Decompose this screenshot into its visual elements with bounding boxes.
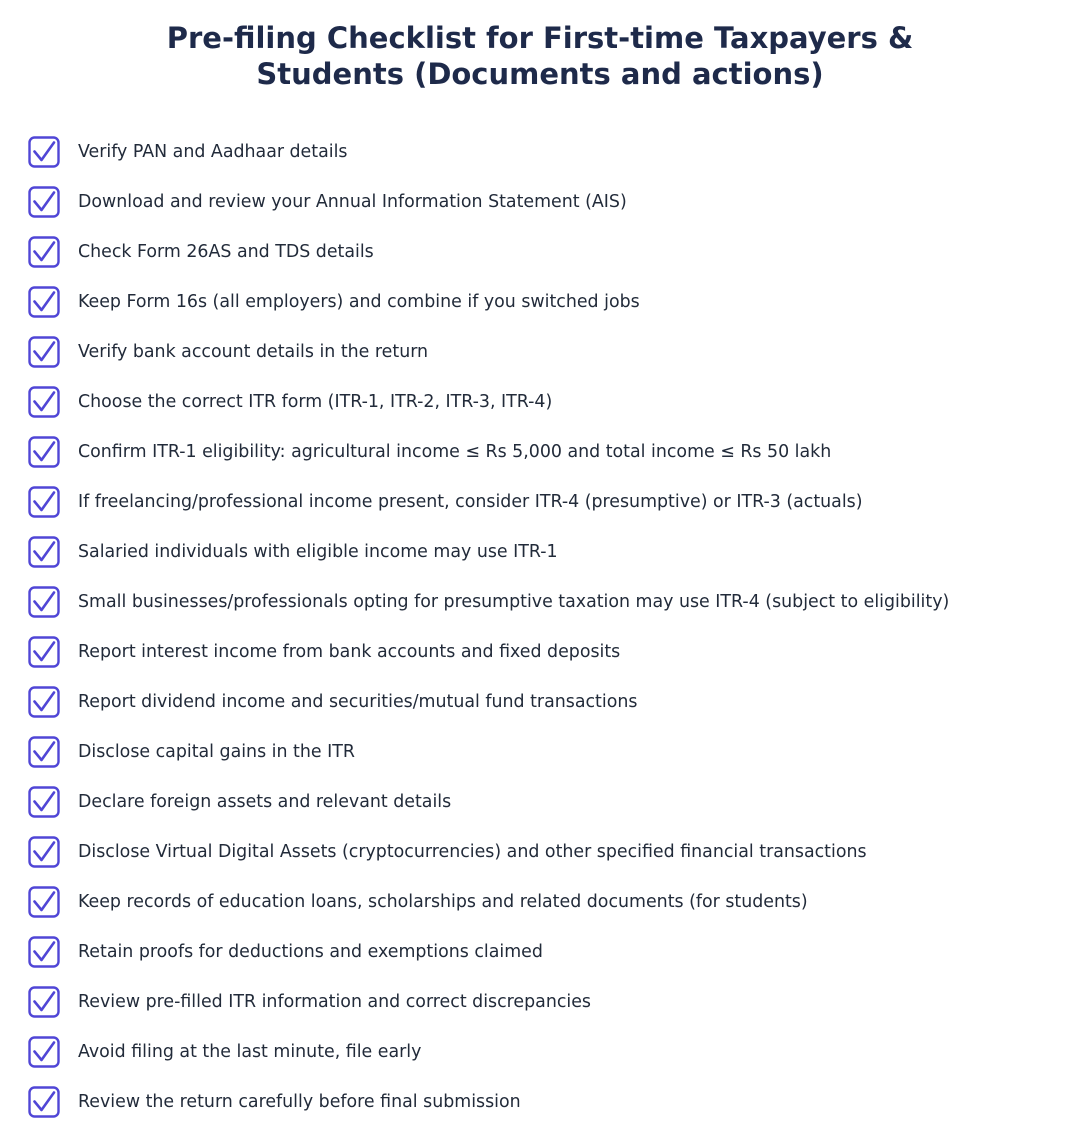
checked-checkbox-icon[interactable]	[28, 536, 60, 568]
checked-checkbox-icon[interactable]	[28, 186, 60, 218]
page-title-line-1: Pre-filing Checklist for First-time Taxpayers &	[166, 21, 914, 55]
checked-checkbox-icon[interactable]	[28, 136, 60, 168]
checklist-item	[0, 927, 1080, 977]
checked-checkbox-icon[interactable]	[28, 986, 60, 1018]
checklist-item-label: Review pre-filled ITR information and correct discrepancies	[78, 992, 591, 1012]
checklist-item-label: Report dividend income and securities/mutual fund transactions	[78, 692, 638, 712]
checklist-item	[0, 677, 1080, 727]
checklist-item-label: Declare foreign assets and relevant details	[78, 792, 452, 812]
checked-checkbox-icon[interactable]	[28, 336, 60, 368]
checklist-item-label: Check Form 26AS and TDS details	[78, 242, 374, 262]
checklist-item	[0, 627, 1080, 677]
checklist-item-label: Verify PAN and Aadhaar details	[78, 142, 348, 162]
page-title	[0, 20, 1080, 92]
checklist-item-label: Review the return carefully before final submission	[78, 1092, 521, 1112]
checked-checkbox-icon[interactable]	[28, 686, 60, 718]
checked-checkbox-icon[interactable]	[28, 886, 60, 918]
checklist-item-label: Disclose capital gains in the ITR	[78, 742, 355, 762]
checklist-item-label: If freelancing/professional income present, consider ITR-4 (presumptive) or ITR-3 (actuals)	[78, 492, 863, 512]
checklist-item	[0, 427, 1080, 477]
checklist-item-label: Small businesses/professionals opting for presumptive taxation may use ITR-4 (subject to eligibility)	[78, 592, 950, 612]
checklist-item-label: Confirm ITR-1 eligibility: agricultural income ≤ Rs 5,000 and total income ≤ Rs 50 lakh	[78, 442, 832, 462]
checklist-item-label: Disclose Virtual Digital Assets (cryptocurrencies) and other specified financial transactions	[78, 842, 867, 862]
checked-checkbox-icon[interactable]	[28, 736, 60, 768]
checklist-item	[0, 1077, 1080, 1127]
checked-checkbox-icon[interactable]	[28, 386, 60, 418]
checklist-item-label: Download and review your Annual Information Statement (AIS)	[78, 192, 627, 212]
checklist-item	[0, 727, 1080, 777]
checklist-item	[0, 227, 1080, 277]
checklist-item	[0, 577, 1080, 627]
checklist-item	[0, 877, 1080, 927]
checklist-item	[0, 1027, 1080, 1077]
checklist-item	[0, 127, 1080, 177]
checklist-item	[0, 177, 1080, 227]
checklist-item-label: Avoid filing at the last minute, file early	[78, 1042, 422, 1062]
checklist-item	[0, 277, 1080, 327]
checklist-item-label: Report interest income from bank accounts and fixed deposits	[78, 642, 621, 662]
checked-checkbox-icon[interactable]	[28, 786, 60, 818]
checked-checkbox-icon[interactable]	[28, 1086, 60, 1118]
checklist-item-label: Choose the correct ITR form (ITR-1, ITR-2, ITR-3, ITR-4)	[78, 392, 553, 412]
checked-checkbox-icon[interactable]	[28, 1036, 60, 1068]
checklist-item	[0, 527, 1080, 577]
checklist-item	[0, 777, 1080, 827]
checklist-item-label: Salaried individuals with eligible income may use ITR-1	[78, 542, 558, 562]
checklist-item	[0, 377, 1080, 427]
checklist-item-label: Keep Form 16s (all employers) and combine if you switched jobs	[78, 292, 640, 312]
checklist-item	[0, 827, 1080, 877]
checklist-item-label: Verify bank account details in the return	[78, 342, 429, 362]
checked-checkbox-icon[interactable]	[28, 436, 60, 468]
checked-checkbox-icon[interactable]	[28, 286, 60, 318]
checklist-item-label: Keep records of education loans, scholarships and related documents (for students)	[78, 892, 808, 912]
checklist-item	[0, 327, 1080, 377]
checked-checkbox-icon[interactable]	[28, 636, 60, 668]
page-title-line-2: Students (Documents and actions)	[256, 57, 824, 91]
checklist	[0, 127, 1080, 1127]
checklist-item	[0, 477, 1080, 527]
checked-checkbox-icon[interactable]	[28, 486, 60, 518]
checked-checkbox-icon[interactable]	[28, 236, 60, 268]
checked-checkbox-icon[interactable]	[28, 586, 60, 618]
checklist-item	[0, 977, 1080, 1027]
checklist-item-label: Retain proofs for deductions and exemptions claimed	[78, 942, 543, 962]
checked-checkbox-icon[interactable]	[28, 836, 60, 868]
checked-checkbox-icon[interactable]	[28, 936, 60, 968]
